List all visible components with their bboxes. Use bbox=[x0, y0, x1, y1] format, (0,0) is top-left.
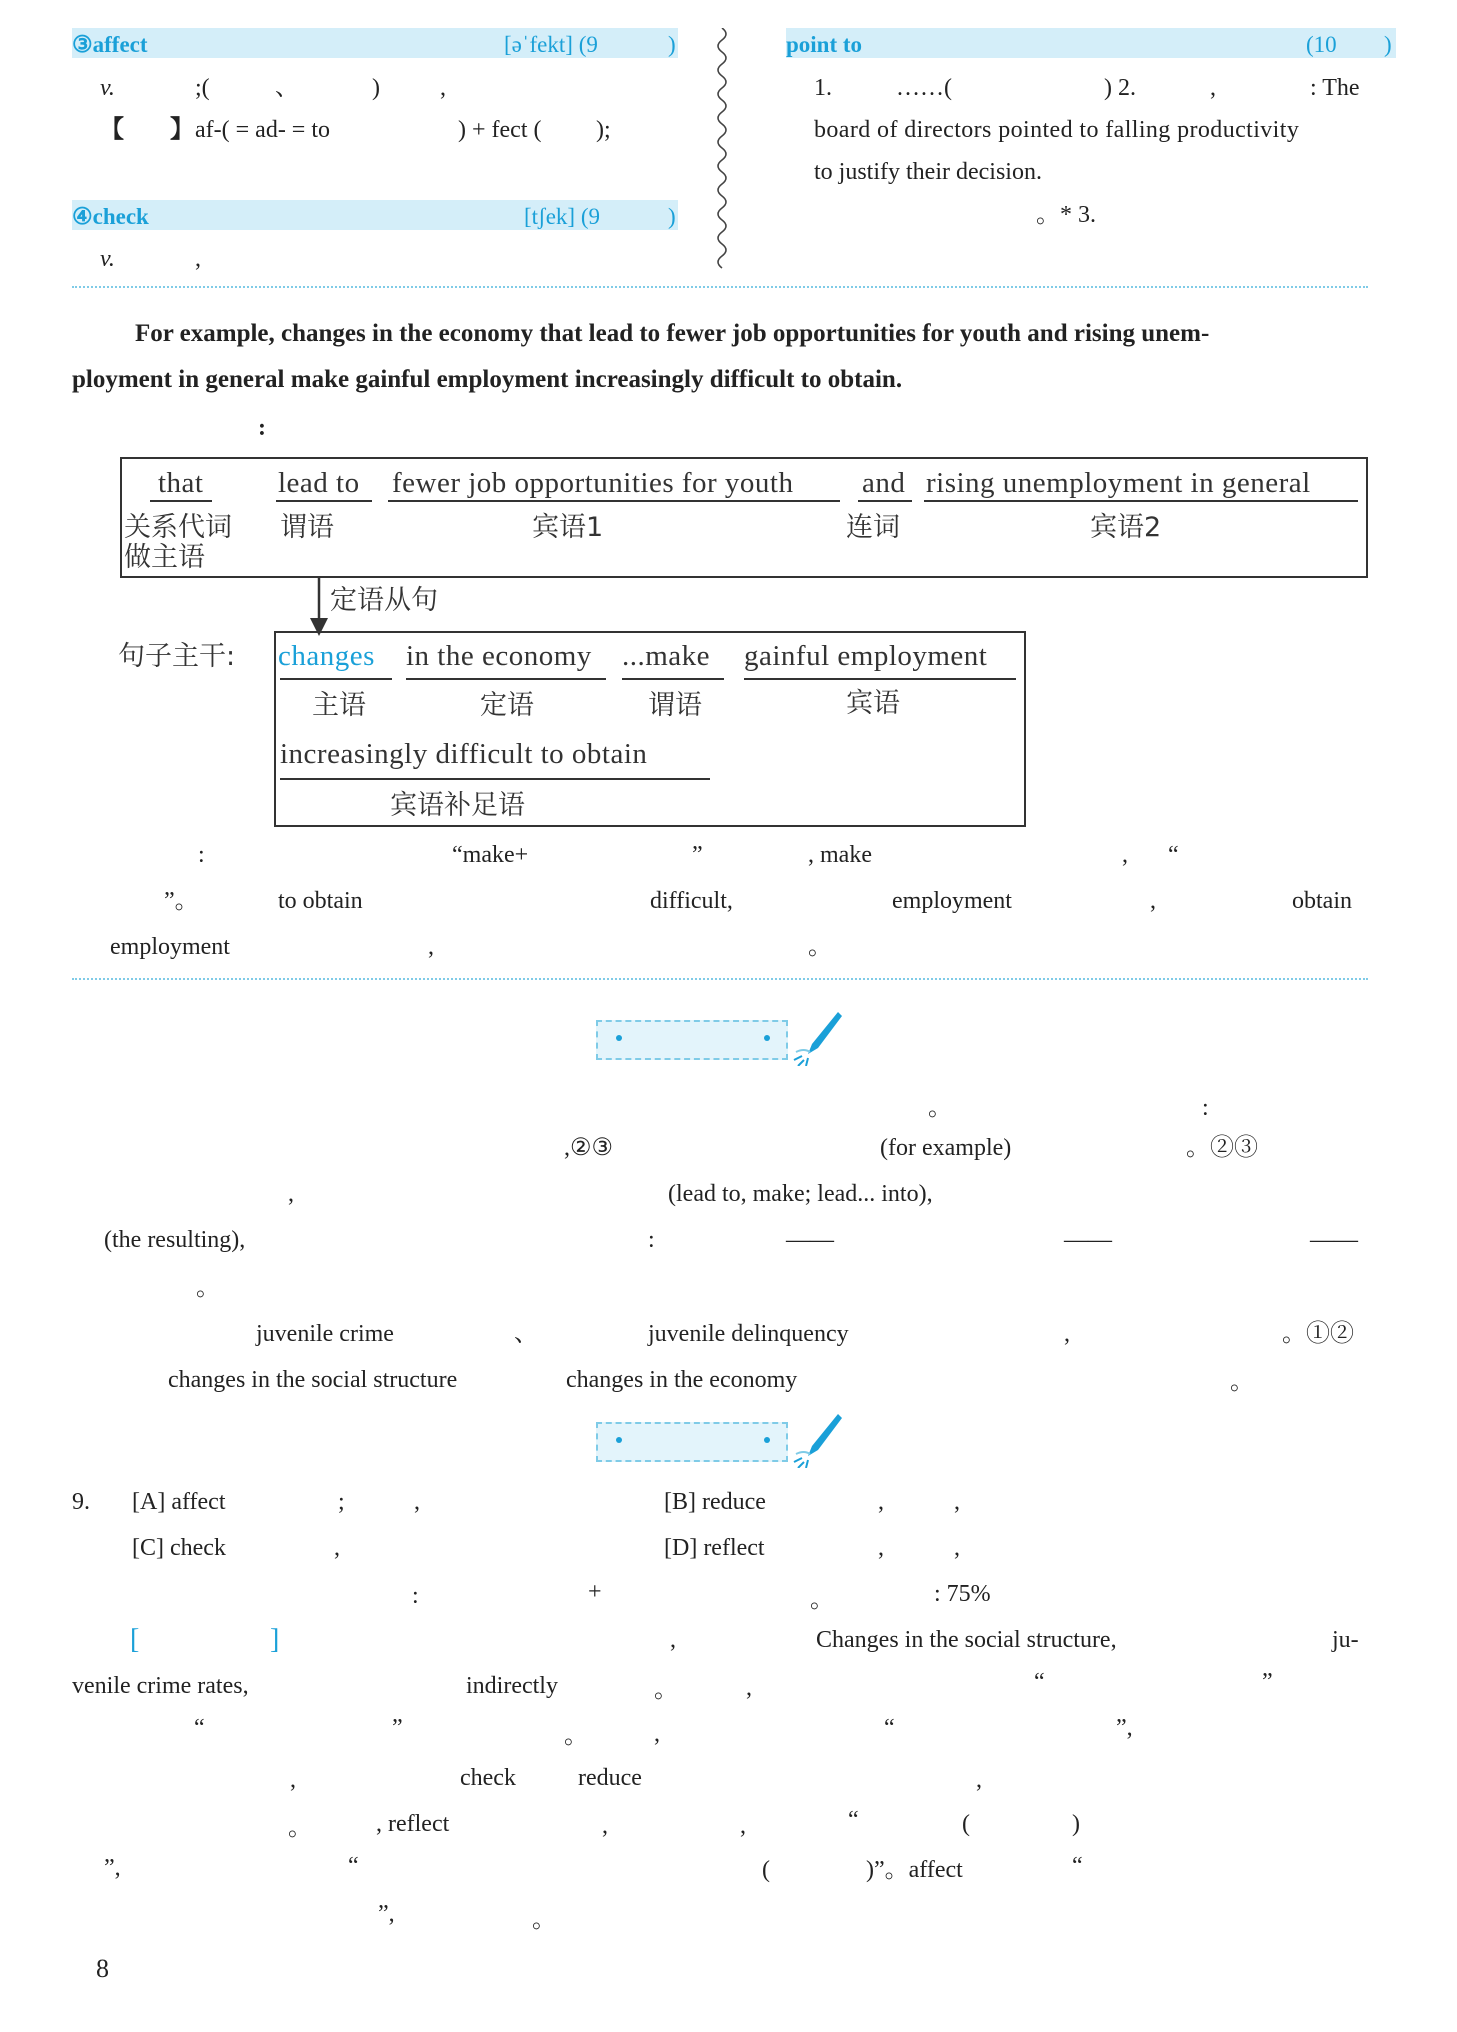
q9-optD-c: , bbox=[954, 1535, 960, 1561]
note-l1-f: “ bbox=[1168, 842, 1179, 868]
q9-l6-b: ” bbox=[392, 1715, 403, 1741]
entry-check-header bbox=[72, 200, 678, 230]
q9-l7-a: , bbox=[290, 1767, 296, 1793]
q9-l8-a: 。 bbox=[288, 1815, 312, 1841]
q9-l3-c: 。 bbox=[810, 1587, 834, 1613]
clause-label-pred: 谓语 bbox=[280, 512, 334, 543]
q9-l7-c: reduce bbox=[578, 1765, 642, 1791]
q9-l9-e: “ bbox=[1072, 1853, 1083, 1879]
p1-l6-c: juvenile delinquency bbox=[648, 1321, 849, 1347]
q9-optB-c: , bbox=[954, 1489, 960, 1515]
q9-l9-a: ”, bbox=[104, 1855, 121, 1881]
p1-l4-b: : bbox=[648, 1227, 655, 1253]
tag-dot-left bbox=[616, 1035, 622, 1041]
clause-ul-and bbox=[858, 500, 912, 502]
q9-l5-c: 。 bbox=[654, 1677, 678, 1703]
pen-nib-icon bbox=[792, 1410, 844, 1468]
q9-l8-e: “ bbox=[848, 1807, 859, 1833]
note-l1-e: , bbox=[1122, 842, 1128, 868]
q9-l7-b: check bbox=[460, 1765, 516, 1791]
note-l2-c: difficult, bbox=[650, 888, 733, 914]
q9-optB-b: , bbox=[878, 1489, 884, 1515]
clause-ul-that bbox=[150, 500, 212, 502]
entry-pointto-l1e: : The bbox=[1310, 75, 1360, 101]
entry-affect-l1a: ;( bbox=[195, 75, 210, 101]
entry-affect-label: ③affect bbox=[72, 32, 148, 57]
p1-l7-c: 。 bbox=[1230, 1369, 1254, 1395]
entry-pointto-l2: board of directors pointed to falling productivity bbox=[814, 117, 1300, 143]
tag-dot-left bbox=[616, 1437, 622, 1443]
q9-l8-c: , bbox=[602, 1813, 608, 1839]
entry-pointto-header bbox=[786, 28, 1396, 58]
sentence-line-1: For example, changes in the economy that lead to fewer job opportunities for youth and rising unem- bbox=[135, 320, 1210, 347]
p1-l4-e: —— bbox=[1310, 1227, 1358, 1253]
q9-optC-b: , bbox=[334, 1535, 340, 1561]
q9-l6-d: , bbox=[654, 1721, 660, 1747]
q9-l5-f: ” bbox=[1262, 1669, 1273, 1695]
q9-l9-d: )”。affect bbox=[866, 1857, 963, 1883]
p1-l2-a: ,②③ bbox=[564, 1135, 614, 1161]
note-l2-d: employment bbox=[892, 888, 1012, 914]
p1-l4-c: —— bbox=[786, 1227, 834, 1253]
q9-l4-c: ju- bbox=[1332, 1627, 1359, 1653]
q9-optA-c: , bbox=[414, 1489, 420, 1515]
pen-nib-icon bbox=[792, 1008, 844, 1066]
q9-optA: [A] affect bbox=[132, 1489, 226, 1515]
q9-l8-d: , bbox=[740, 1813, 746, 1839]
q9-l8-b: , reflect bbox=[376, 1811, 450, 1837]
q9-optB: [B] reduce bbox=[664, 1489, 766, 1515]
main-label-pred: 谓语 bbox=[648, 690, 702, 721]
entry-pointto-paren: ) bbox=[1384, 32, 1392, 57]
p1-l7-a: changes in the social structure bbox=[168, 1367, 458, 1393]
entry-affect-pos: v. bbox=[100, 75, 115, 101]
entry-affect-l1b: 、 bbox=[275, 75, 299, 101]
p1-l6-a: juvenile crime bbox=[256, 1321, 394, 1347]
clause-label-rel2: 做主语 bbox=[124, 542, 205, 573]
q9-optA-b: ; bbox=[338, 1489, 345, 1515]
p1-l3-a: , bbox=[288, 1181, 294, 1207]
clause-label-obj1: 宾语1 bbox=[532, 512, 604, 543]
note-l3-a: employment bbox=[110, 934, 230, 960]
entry-affect-etym-br: 】 bbox=[170, 117, 194, 143]
sentence-colon: : bbox=[258, 415, 266, 441]
q9-l9-b: “ bbox=[348, 1853, 359, 1879]
entry-affect-etym-b: ) + fect ( bbox=[458, 117, 542, 143]
q9-l4-b: Changes in the social structure, bbox=[816, 1627, 1117, 1653]
p1-l6-e: 。①② bbox=[1282, 1321, 1354, 1347]
entry-affect-etym: af-( = ad- = to bbox=[195, 117, 331, 143]
entry-pointto-num: (10 bbox=[1306, 32, 1337, 57]
q9-l5-e: “ bbox=[1034, 1669, 1045, 1695]
entry-affect-pron: [əˈfekt] (9 bbox=[504, 32, 598, 57]
main-label-attr: 定语 bbox=[480, 690, 534, 721]
q9-l3-a: : bbox=[412, 1583, 419, 1609]
divider-dotted-1 bbox=[72, 286, 1368, 288]
main-word-ineco: in the economy bbox=[406, 640, 592, 672]
entry-pointto-label: point to bbox=[786, 32, 863, 57]
main-ul-incr bbox=[280, 778, 710, 780]
clause-word-obj1: fewer job opportunities for youth bbox=[392, 467, 794, 499]
entry-check-l1: , bbox=[195, 246, 201, 272]
q9-optD: [D] reflect bbox=[664, 1535, 765, 1561]
note-l2-f: obtain bbox=[1292, 888, 1352, 914]
section-tag-2 bbox=[596, 1422, 788, 1462]
clause-label-rel1: 关系代词 bbox=[124, 512, 232, 543]
q9-l3-d: : 75% bbox=[934, 1581, 991, 1607]
note-l2-a: ”。 bbox=[164, 888, 199, 914]
entry-affect-etym-bl: 【 bbox=[100, 117, 124, 143]
p1-l4-d: —— bbox=[1064, 1227, 1112, 1253]
entry-affect-etym-c: ); bbox=[596, 117, 611, 143]
main-label-comp: 宾语补足语 bbox=[390, 790, 525, 821]
p1-l7-b: changes in the economy bbox=[566, 1367, 798, 1393]
q9-number: 9. bbox=[72, 1489, 90, 1515]
entry-affect-paren: ) bbox=[668, 32, 676, 57]
p1-l5: 。 bbox=[196, 1275, 220, 1301]
tag-dot-right bbox=[764, 1035, 770, 1041]
clause-ul-leadto bbox=[276, 500, 372, 502]
q9-l8-g: ) bbox=[1072, 1811, 1080, 1837]
main-word-make: ...make bbox=[622, 640, 711, 672]
entry-check-paren: ) bbox=[668, 204, 676, 229]
main-ul-gainful bbox=[744, 678, 1016, 680]
attr-clause-label: 定语从句 bbox=[330, 585, 438, 616]
q9-l10-b: 。 bbox=[532, 1907, 556, 1933]
q9-l6-c: 。 bbox=[564, 1723, 588, 1749]
divider-dotted-2 bbox=[72, 978, 1368, 980]
q9-l6-a: “ bbox=[194, 1715, 205, 1741]
note-l1-c: ” bbox=[692, 842, 703, 868]
q9-optC: [C] check bbox=[132, 1535, 226, 1561]
wavy-divider bbox=[712, 28, 732, 273]
clause-label-obj2: 宾语2 bbox=[1090, 512, 1162, 543]
entry-check-pos: v. bbox=[100, 246, 115, 272]
note-l3-c: 。 bbox=[808, 934, 832, 960]
entry-pointto-l1a: 1. bbox=[814, 75, 832, 101]
p1-l3-b: (lead to, make; lead... into), bbox=[668, 1181, 933, 1207]
main-label-obj: 宾语 bbox=[846, 688, 900, 719]
note-l3-b: , bbox=[428, 934, 434, 960]
entry-pointto-l3: to justify their decision. bbox=[814, 159, 1042, 185]
q9-l5-b: indirectly bbox=[466, 1673, 558, 1699]
sentence-line-2: ployment in general make gainful employment increasingly difficult to obtain. bbox=[72, 366, 903, 393]
q9-l9-c: ( bbox=[762, 1857, 770, 1883]
q9-l7-d: , bbox=[976, 1767, 982, 1793]
q9-l6-f: ”, bbox=[1116, 1715, 1133, 1741]
section-tag-1 bbox=[596, 1020, 788, 1060]
p1-l6-d: , bbox=[1064, 1321, 1070, 1347]
page-number: 8 bbox=[96, 1954, 109, 1983]
main-word-changes: changes bbox=[278, 640, 375, 672]
q9-l10-a: ”, bbox=[378, 1901, 395, 1927]
entry-pointto-l1d: , bbox=[1210, 75, 1216, 101]
p1-l4-a: (the resulting), bbox=[104, 1227, 246, 1253]
q9-l6-e: “ bbox=[884, 1715, 895, 1741]
entry-pointto-l1c: ) 2. bbox=[1104, 75, 1136, 101]
entry-pointto-l4: 。* 3. bbox=[1036, 202, 1096, 228]
clause-word-leadto: lead to bbox=[278, 467, 360, 499]
p1-l1-a: 。 bbox=[928, 1095, 952, 1121]
main-ul-changes bbox=[280, 678, 392, 680]
main-label-subj: 主语 bbox=[312, 690, 366, 721]
q9-optD-b: , bbox=[878, 1535, 884, 1561]
note-l1-b: “make+ bbox=[452, 842, 529, 868]
answer-bracket-right: ] bbox=[270, 1624, 280, 1655]
clause-word-that: that bbox=[158, 467, 204, 499]
q9-l5-d: , bbox=[746, 1675, 752, 1701]
entry-pointto-l1b: ……( bbox=[896, 75, 952, 101]
answer-bracket-left: [ bbox=[130, 1624, 140, 1655]
entry-check-label: ④check bbox=[72, 204, 149, 229]
p1-l6-b: 、 bbox=[514, 1321, 538, 1347]
clause-label-conj: 连词 bbox=[846, 512, 900, 543]
arrow-down-icon bbox=[306, 576, 332, 638]
entry-affect-l1d: , bbox=[440, 75, 446, 101]
main-word-incr: increasingly difficult to obtain bbox=[280, 738, 648, 770]
main-word-gainful: gainful employment bbox=[744, 640, 988, 672]
entry-affect-header bbox=[72, 28, 678, 58]
clause-ul-obj2 bbox=[924, 500, 1358, 502]
q9-l5-a: venile crime rates, bbox=[72, 1673, 249, 1699]
note-l2-e: , bbox=[1150, 888, 1156, 914]
entry-check-pron: [tʃek] (9 bbox=[524, 204, 600, 229]
q9-l3-b: + bbox=[588, 1579, 602, 1605]
entry-affect-l1c: ) bbox=[372, 75, 380, 101]
note-l1-a: : bbox=[198, 842, 205, 868]
tag-dot-right bbox=[764, 1437, 770, 1443]
q9-l8-f: ( bbox=[962, 1811, 970, 1837]
note-l2-b: to obtain bbox=[278, 888, 363, 914]
q9-l4-a: , bbox=[670, 1627, 676, 1653]
p1-l2-c: 。②③ bbox=[1186, 1135, 1258, 1161]
note-l1-d: , make bbox=[808, 842, 872, 868]
main-label: 句子主干: bbox=[118, 641, 236, 672]
clause-ul-obj1 bbox=[388, 500, 840, 502]
main-ul-ineco bbox=[406, 678, 606, 680]
main-ul-make bbox=[622, 678, 724, 680]
p1-l2-b: (for example) bbox=[880, 1135, 1012, 1161]
clause-word-and: and bbox=[862, 467, 906, 499]
clause-word-obj2: rising unemployment in general bbox=[926, 467, 1311, 499]
p1-l1-b: : bbox=[1202, 1095, 1209, 1121]
